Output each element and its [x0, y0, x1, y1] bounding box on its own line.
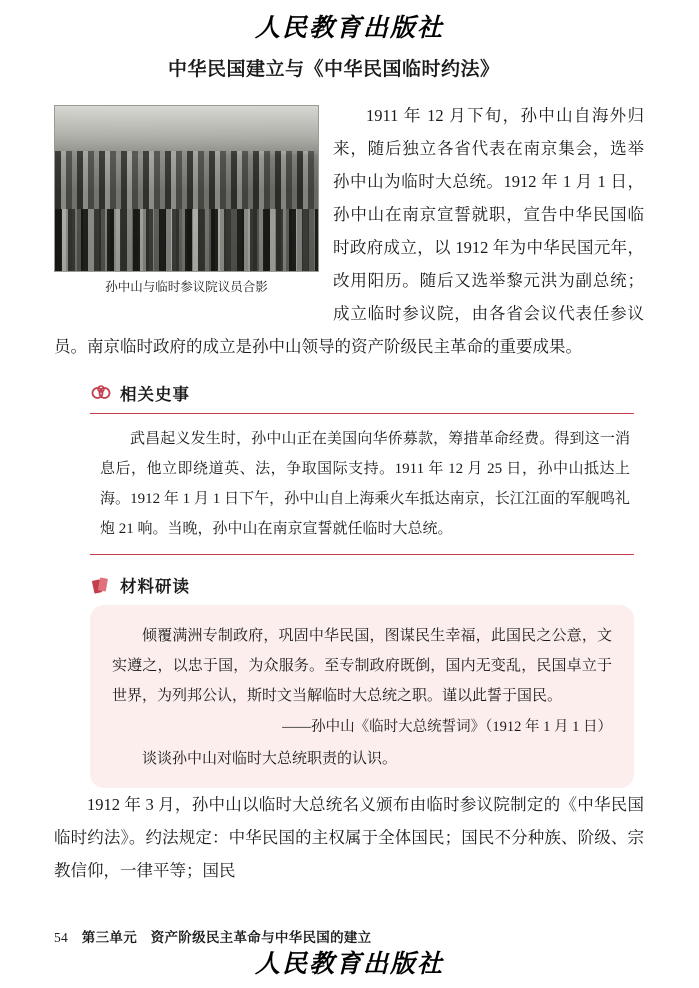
- material-study-icon: [90, 574, 112, 596]
- figure-block: [54, 105, 319, 297]
- photo-background-wall: [55, 106, 318, 154]
- related-history-section: [54, 381, 644, 555]
- related-history-title: 相关史事: [120, 384, 190, 404]
- publisher-logo-bottom: 人民教育出版社: [254, 951, 444, 978]
- related-history-header: [90, 381, 634, 405]
- related-history-top-rule: [90, 413, 634, 414]
- page-footer: [54, 926, 372, 946]
- page-content: [54, 56, 644, 887]
- figure-caption: 孙中山与临时参议院议员合影: [105, 279, 268, 294]
- related-history-body: 武昌起义发生时，孙中山正在美国向华侨募款，筹措革命经费。得到这一消息后，他立即绕道英、法，争取国际支持。1911 年 12 月 25 日，孙中山抵达上海。1912 年 1 月 1 日下午，孙中山自上海乘火车抵达南京，长江江面的军舰鸣礼炮 21 响。当晚，孙中山在南京宣誓就任临时大总统。: [100, 430, 630, 537]
- page-title: 中华民国建立与《中华民国临时约法》: [168, 59, 500, 80]
- material-study-card: [90, 605, 634, 788]
- related-history-icon: [90, 382, 112, 404]
- footer-chapter: 资产阶级民主革命与中华民国的建立: [150, 930, 372, 945]
- material-study-source: ——孙中山《临时大总统誓词》（1912 年 1 月 1 日）: [282, 718, 612, 735]
- material-study-title: 材料研读: [120, 576, 190, 596]
- paragraph-one: 1911 年 12 月下旬，孙中山自海外归来，随后独立各省代表在南京集会，选举孙中山为临时大总统。1912 年 1 月 1 日，孙中山在南京宣誓就职，宣告中华民国临时政府成立，以 1912 年为中华民国元年，改用阳历。随后又选举黎元洪为副总统；成立临时参议院，由各省会议代表任参议员。南京临时政府的成立是孙中山领导的资产阶级民主革命的重要成果。: [54, 105, 644, 356]
- related-history-bottom-rule: [90, 554, 634, 555]
- material-study-section: [54, 573, 644, 788]
- material-study-quote: 倾覆满洲专制政府，巩固中华民国，图谋民生幸福，此国民之公意，文实遵之，以忠于国，为众服务。至专制政府既倒，国内无变乱，民国卓立于世界，为列邦公认，斯时文当解临时大总统之职。谨以此誓于国民。: [112, 627, 612, 704]
- publisher-logo-top: 人民教育出版社: [254, 15, 444, 42]
- footer-unit: 第三单元: [81, 930, 137, 945]
- sun-yat-sen-and-provisional-senate-photo: [54, 105, 319, 272]
- material-study-header: [90, 573, 634, 597]
- paragraph-last: 1912 年 3 月，孙中山以临时大总统名义颁布由临时参议院制定的《中华民国临时约法》。约法规定：中华民国的主权属于全体国民；国民不分种族、阶级、宗教信仰，一律平等；国民: [54, 794, 644, 880]
- page-number: 54: [54, 930, 69, 945]
- photo-crowd-lower: [55, 209, 318, 271]
- material-study-question: 谈谈孙中山对临时大总统职责的认识。: [142, 750, 398, 767]
